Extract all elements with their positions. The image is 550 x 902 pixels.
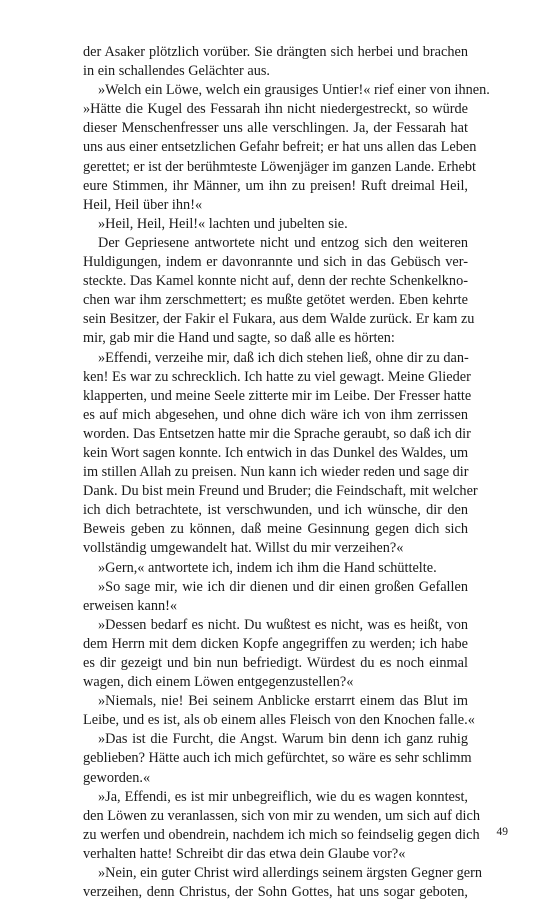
- text-line: es dir gezeigt und bin nun befriedigt. Würdest du es noch einmal: [83, 655, 468, 671]
- text-line: eure Stimmen, ihr Männer, um ihn zu preisen! Ruft dreimal Heil,: [83, 177, 468, 194]
- text-line: »Effendi, verzeihe mir, daß ich dich stehen ließ, ohne dir zu dan-: [98, 349, 469, 366]
- text-line: »So sage mir, wie ich dir dienen und dir einen großen Gefallen: [98, 578, 468, 595]
- text-line: Dank. Du bist mein Freund und Bruder; die Feindschaft, mit welcher: [83, 483, 478, 500]
- text-line: »Heil, Heil, Heil!« lachten und jubelten sie.: [98, 215, 348, 232]
- text-line: »Dessen bedarf es nicht. Du wußtest es nicht, was es heißt, von: [98, 616, 468, 633]
- text-line: gerettet; er ist der berühmteste Löwenjäger im ganzen Lande. Erhebt: [83, 158, 476, 175]
- text-line: erweisen kann!«: [83, 597, 178, 614]
- text-line: »Welch ein Löwe, welch ein grausiges Untier!« rief einer von ihnen.: [98, 82, 490, 99]
- text-line: chen war ihm zerschmettert; es mußte getötet werden. Eben kehrte: [83, 292, 468, 309]
- text-line: geblieben? Hätte auch ich mich gefürchtet, so wäre es sehr schlimm: [83, 750, 472, 767]
- text-line: wagen, dich einem Löwen entgegenzustellen?«: [83, 674, 354, 691]
- text-line: dem Herrn mit dem dicken Kopfe angegriffen zu werden; ich habe: [83, 635, 468, 652]
- text-line: sein Besitzer, der Fakir el Fukara, aus dem Walde zurück. Er kam zu: [83, 311, 475, 328]
- text-line: »Nein, ein guter Christ wird allerdings seinem ärgsten Gegner gern: [98, 865, 483, 882]
- text-line: Beweis geben zu können, daß meine Gesinnung gegen dich sich: [83, 521, 468, 538]
- text-line: mir, gab mir die Hand und sagte, so daß alle es hörten:: [83, 330, 395, 347]
- text-line: der Asaker plötzlich vorüber. Sie drängten sich herbei und brachen: [83, 44, 468, 60]
- text-line: »Ja, Effendi, es ist mir unbegreiflich, wie du es wagen konntest,: [98, 788, 468, 805]
- text-line: worden. Das Entsetzen hatte mir die Sprache geraubt, so daß ich dir: [83, 425, 471, 442]
- text-line: »Das ist die Furcht, die Angst. Warum bin denn ich ganz ruhig: [98, 731, 468, 748]
- text-line: den Löwen zu veranlassen, sich von mir zu wenden, um sich auf dich: [83, 807, 481, 824]
- text-line: im stillen Allah zu preisen. Nun kann ich wieder reden und sage dir: [83, 464, 469, 481]
- text-line: es auf mich abgesehen, und ohne dich wäre ich von ihm zerrissen: [83, 406, 468, 423]
- text-line: geworden.«: [83, 769, 151, 786]
- text-line: vollständig umgewandelt hat. Willst du mir verzeihen?«: [83, 540, 404, 557]
- text-line: »Hätte die Kugel des Fessarah ihn nicht niedergestreckt, so würde: [83, 101, 468, 118]
- text-line: Leibe, und es ist, als ob einem alles Fleisch von den Knochen falle.«: [83, 712, 475, 729]
- page-number: 49: [496, 826, 508, 838]
- text-line: Der Gepriesene antwortete nicht und entzog sich den weiteren: [98, 234, 468, 251]
- text-line: »Gern,« antwortete ich, indem ich ihm die Hand schüttelte.: [98, 559, 437, 576]
- text-line: uns aus einer entsetzlichen Gefahr befreit; er hat uns allen das Leben: [83, 139, 477, 156]
- text-line: kein Wort sagen konnte. Ich entwich in das Dunkel des Waldes, um: [83, 444, 469, 461]
- text-line: dieser Menschenfresser uns alle verschlingen. Ja, der Fessarah hat: [83, 120, 468, 137]
- text-line: klapperten, und meine Seele zitterte mir im Leibe. Der Fresser hatte: [83, 387, 472, 404]
- text-line: steckte. Das Kamel konnte nicht auf, denn der rechte Schenkelkno-: [83, 273, 468, 290]
- text-line: in ein schallendes Gelächter aus.: [83, 63, 270, 80]
- text-line: verzeihen, denn Christus, der Sohn Gottes, hat uns sogar geboten,: [83, 884, 468, 901]
- text-line: ken! Es war zu schrecklich. Ich hatte zu viel gewagt. Meine Glieder: [83, 368, 471, 385]
- text-line: zu werfen und obendrein, nachdem ich mich so feindselig gegen dich: [83, 826, 480, 843]
- text-line: ich dich betrachtete, ist verschwunden, und ich wünsche, dir den: [83, 502, 468, 519]
- text-line: Huldigungen, indem er davonrannte und sich in das Gebüsch ver-: [83, 254, 468, 271]
- text-line: »Niemals, nie! Bei seinem Anblicke erstarrt einem das Blut im: [98, 693, 468, 710]
- text-line: verhalten hatte! Schreibt dir das etwa dein Glaube vor?«: [83, 845, 406, 862]
- text-line: Heil, Heil über ihn!«: [83, 196, 203, 213]
- body-text: [83, 43, 490, 902]
